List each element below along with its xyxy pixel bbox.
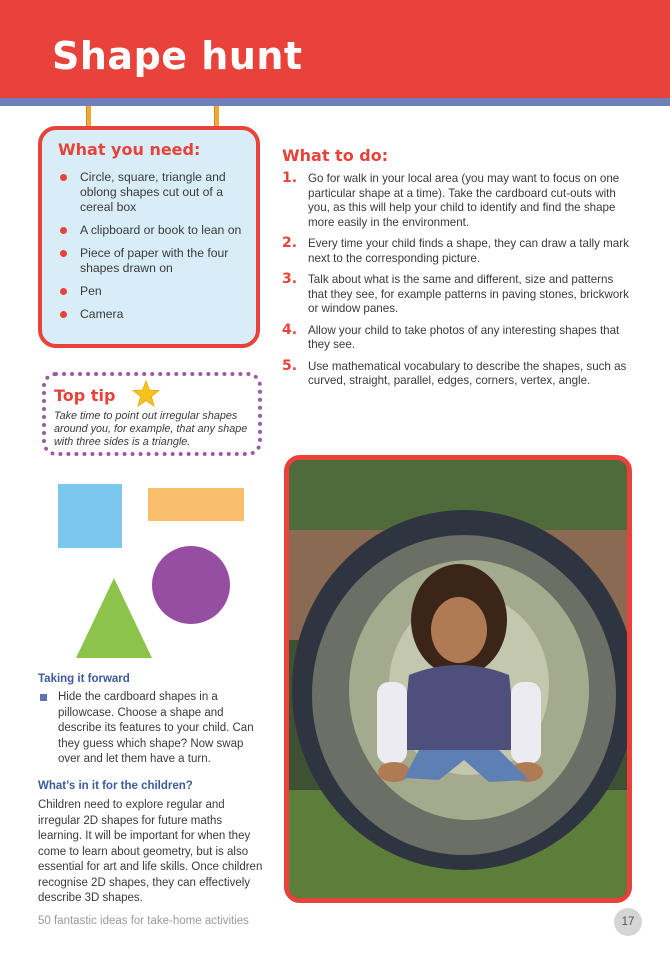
list-item: Piece of paper with the four shapes drawn on [56, 246, 256, 276]
square-shape [58, 484, 122, 548]
star-icon [132, 380, 160, 408]
tunnel-photo [284, 455, 632, 903]
step-item: 1. Go for walk in your local area (you may want to focus on one particular shape at a time). Take the cardboard cut-outs with you, as this will help your child to identify and find the shape more easily in the environment. [282, 170, 620, 229]
top-tip-heading: Top tip [54, 386, 116, 405]
bullet-icon [60, 311, 67, 318]
what-you-need-box [38, 126, 260, 348]
page-title: Shape hunt [52, 34, 303, 78]
circle-shape [152, 546, 230, 624]
hanger-left [86, 106, 91, 128]
bullet-icon [60, 288, 67, 295]
bullet-icon [60, 174, 67, 181]
square-bullet-icon [40, 694, 47, 701]
list-item: A clipboard or book to lean on [56, 223, 256, 238]
bullet-icon [60, 250, 67, 257]
page-number: 17 [614, 908, 642, 936]
step-number: 3. [282, 271, 298, 287]
step-item: 5. Use mathematical vocabulary to describe the shapes, such as curved, straight, parallel, edges, corners, vertex, angle. [282, 357, 627, 387]
step-item: 3. Talk about what is the same and different, size and patterns that they see, for example patterns in paving stones, brickwork or window panes. [282, 271, 629, 315]
footer-book-title: 50 fantastic ideas for take-home activities [38, 915, 249, 927]
header-stripe [0, 98, 670, 106]
list-item: Camera [56, 307, 256, 322]
for-children-heading: What’s in it for the children? [38, 780, 193, 792]
step-number: 1. [282, 170, 298, 186]
child-in-tunnel-image [289, 460, 627, 898]
steps-list [282, 172, 632, 396]
for-children-text: Children need to explore regular and irregular 2D shapes for future maths learning. It will be important for when they come to learn about geometry, but is also essential for art and life skills. Once children recognise 2D shapes, they can effectively describe 3D shapes. [38, 799, 263, 904]
what-you-need-list [56, 170, 256, 330]
triangle-shape [76, 578, 152, 658]
step-number: 2. [282, 235, 298, 251]
step-number: 4. [282, 321, 298, 338]
oblong-shape [148, 488, 244, 521]
step-item: 4. Allow your child to take photos of any interesting shapes that they see. [282, 321, 620, 351]
what-to-do-heading: What to do: [282, 146, 389, 165]
hanger-right [214, 106, 219, 128]
top-tip-box [42, 372, 262, 456]
step-number: 5. [282, 357, 298, 374]
bullet-icon [60, 227, 67, 234]
list-item: Pen [56, 284, 256, 299]
what-you-need-heading: What you need: [58, 140, 201, 159]
list-item: Circle, square, triangle and oblong shapes cut out of a cereal box [56, 170, 256, 215]
top-tip-text: Take time to point out irregular shapes around you, for example, that any shape with three sides is a triangle. [54, 410, 248, 448]
taking-it-forward-heading: Taking it forward [38, 673, 130, 685]
step-item: 2. Every time your child finds a shape, they can draw a tally mark next to the corresponding picture. [282, 235, 629, 265]
